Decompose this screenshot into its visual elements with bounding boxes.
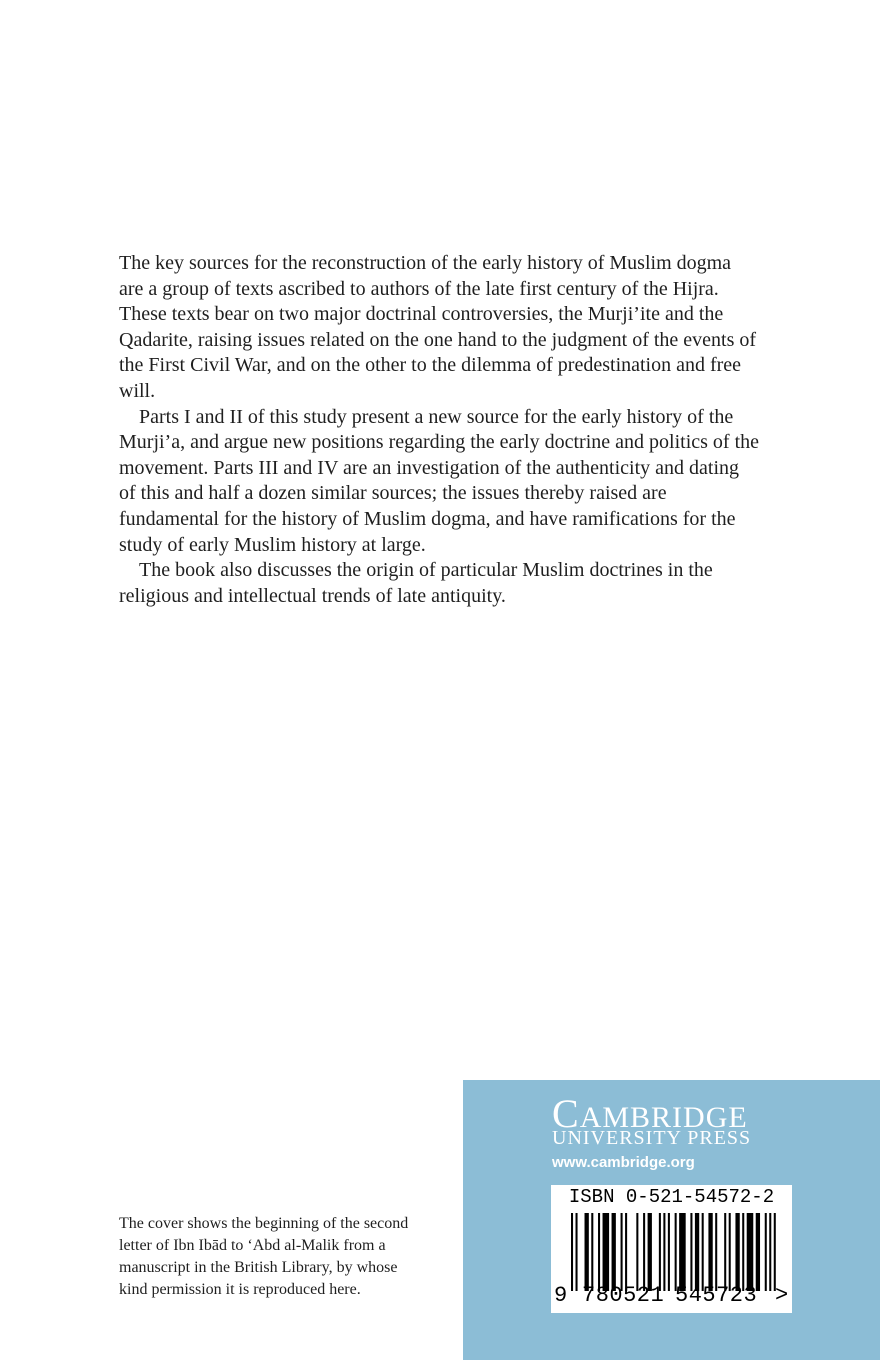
ean-digits	[551, 1283, 792, 1309]
barcode-bar	[715, 1213, 717, 1291]
cover-note-line: The cover shows the beginning of the second	[119, 1215, 409, 1232]
cover-note-line: letter of Ibn Ibād to ‘Abd al-Malik from a	[119, 1237, 386, 1254]
blurb-paragraph-1: The key sources for the reconstruction of the early history of Muslim dogma are a group of texts ascribed to authors of the late first century of the Hijra. These texts bear on two major doctrinal controversies, the Murji’ite and the Qadarite, raising issues related on the one hand to the judgment of the events of the First Civil War, and on the other to the dilemma of predestination and free will.	[119, 252, 757, 402]
barcode-bar	[679, 1213, 686, 1291]
blurb	[119, 251, 759, 609]
barcode-bar	[756, 1213, 760, 1291]
barcode-bar	[663, 1213, 665, 1291]
blurb-paragraph-3: The book also discusses the origin of particular Muslim doctrines in the religious and intellectual trends of late antiquity.	[119, 559, 713, 607]
barcode-bar	[659, 1213, 661, 1291]
blurb-paragraph-2: Parts I and II of this study present a new source for the early history of the Murji’a, and argue new positions regarding the early doctrine and politics of the movement. Parts III and IV are an investigation of the authenticity and dating of this and half a dozen similar sources; the issues thereby raised are fundamental for the history of Muslim dogma, and have ramifications for the study of early Muslim history at large.	[119, 405, 759, 556]
cover-note	[119, 1213, 454, 1301]
barcode-bar	[735, 1213, 739, 1291]
barcode-bar	[747, 1213, 754, 1291]
barcode-bar	[571, 1213, 573, 1291]
barcode-bars	[571, 1213, 776, 1291]
barcode-box	[551, 1185, 792, 1313]
ean-first-digit: 9	[554, 1283, 568, 1308]
barcode-bar	[643, 1213, 645, 1291]
barcode-bar	[695, 1213, 699, 1291]
barcode-bar	[621, 1213, 623, 1291]
barcode-bar	[598, 1213, 600, 1291]
barcode-bar	[769, 1213, 771, 1291]
publisher-name-initial: C	[552, 1091, 580, 1136]
barcode-bar	[708, 1213, 712, 1291]
ean-right-group: 545723	[675, 1283, 758, 1308]
barcode-bar	[585, 1213, 589, 1291]
barcode-bar	[603, 1213, 610, 1291]
barcode-bar	[648, 1213, 652, 1291]
barcode-bar	[702, 1213, 704, 1291]
publisher-name-rest: AMBRIDGE	[579, 1101, 748, 1134]
barcode-bar	[690, 1213, 692, 1291]
publisher-subtitle: UNIVERSITY PRESS	[552, 1127, 752, 1149]
barcode-bar	[576, 1213, 578, 1291]
barcode-bar	[675, 1213, 677, 1291]
barcode-bar	[591, 1213, 593, 1291]
cover-note-line: manuscript in the British Library, by whose	[119, 1259, 398, 1276]
barcode-bar	[742, 1213, 744, 1291]
ean-left-group: 780521	[582, 1283, 665, 1308]
isbn-label: ISBN 0-521-54572-2	[568, 1186, 775, 1208]
barcode-bar	[625, 1213, 627, 1291]
publisher-panel	[463, 1080, 880, 1360]
cover-note-line: kind permission it is reproduced here.	[119, 1281, 361, 1298]
ean-marker: >	[775, 1283, 789, 1308]
barcode-bar	[724, 1213, 726, 1291]
barcode-bar	[612, 1213, 616, 1291]
barcode-bar	[765, 1213, 767, 1291]
publisher-url[interactable]: www.cambridge.org	[552, 1154, 695, 1171]
barcode-bar	[774, 1213, 776, 1291]
barcode-bar	[636, 1213, 638, 1291]
barcode-bar	[668, 1213, 670, 1291]
barcode-bar	[729, 1213, 731, 1291]
